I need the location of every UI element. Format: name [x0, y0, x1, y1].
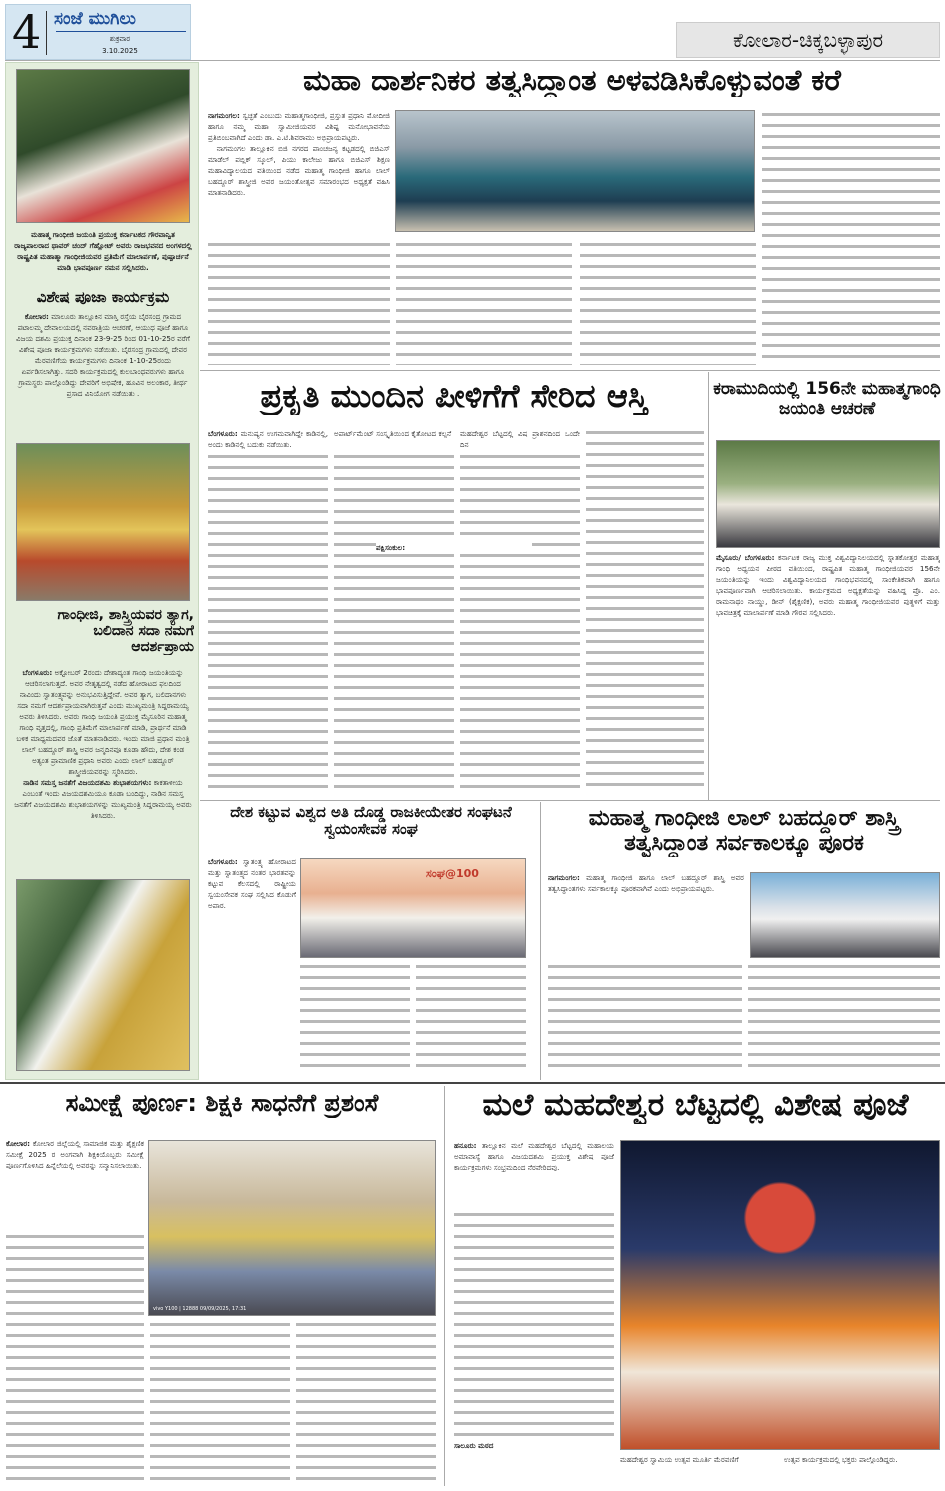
- story-body: ಬೆಂಗಳೂರು: ಅಕ್ಟೋಬರ್ 2ರಂದು ದೇಶಾದ್ಯಂತ ಗಾಂಧಿ ಜಯಂತಿಯನ್ನು ಆಚರಿಸಲಾಗುತ್ತದೆ. ಅವರ ನೇತೃತ್ವದಲ್ಲಿ ನಡೆದ ಹೋರಾಟದ ಫಲದಿಂದ ನಾವಿಂದು ಸ್ವಾತಂತ್ರ್ಯವನ್ನು ಅನುಭವಿಸುತ್ತಿದ್ದೇವೆ. ಅವರ ತ್ಯಾಗ, ಬಲಿದಾನಗಳು ಸದಾ ನಮಗೆ ಆದರ್ಶಪ್ರಾಯವಾಗಿರುತ್ತವೆ ಎಂದು ಮುಖ್ಯಮಂತ್ರಿ ಸಿದ್ದರಾಮಯ್ಯ ಅವರು ತಿಳಿಸಿದರು. ಅವರು ಗಾಂಧಿ ಜಯಂತಿ ಪ್ರಯುಕ್ತ ಮೈಸೂರಿನ ಮಹಾತ್ಮ ಗಾಂಧಿ ವೃತ್ತದಲ್ಲಿ, ಗಾಂಧಿ ಪ್ರತಿಮೆಗೆ ಮಾಲಾರ್ಪಣೆ ಮಾಡಿ, ಪ್ರಾರ್ಥನೆ ಮಾಡಿ ಬಳಿಕ ಮಾಧ್ಯಮದವರ ಜೊತೆ ಮಾತನಾಡಿದರು. ಇಂದು ಮಾಜಿ ಪ್ರಧಾನ ಮಂತ್ರಿ ಲಾಲ್ ಬಹದ್ದೂರ್ ಶಾಸ್ತ್ರಿ ಅವರ ಜನ್ಮದಿನವೂ ಕೂಡಾ ಹೌದು, ದೇಶ ಕಂಡ ಅತ್ಯಂತ ಪ್ರಾಮಾಣಿಕ ಪ್ರಧಾನಿ ಅವರು ಎಂದು ಲಾಲ್ ಬಹದ್ದೂರ್ ಶಾಸ್ತ್ರೀಜಿಯವರನ್ನು ಸ್ಮರಿಸಿದರು. ನಾಡಿನ ಸಮಸ್ತ ಜನತೆಗೆ ವಿಜಯದಶಮಿ ಶುಭಾಶಯಗಳು: ಕಾಕತಾಳೀಯ ಎಂಬಂತೆ ಇಂದು ವಿಜಯದಶಮಿಯೂ ಕೂಡಾ ಬಂದಿದ್ದು, ನಾಡಿನ ಸಮಸ್ತ ಜನತೆಗೆ ವಿಜಯದಶಮಿ ಶುಭಾಶಯಗಳನ್ನು ಮುಖ್ಯಮಂತ್ರಿ ಸಿದ್ದರಾಮಯ್ಯ ಅವರು ತಿಳಿಸಿದರು.: [14, 668, 192, 820]
- gandhi-jayanti-photo: [716, 440, 940, 548]
- photo-caption-right: ಉತ್ಸವ ಕಾರ್ಯಕ್ರಮದಲ್ಲಿ ಭಕ್ತರು ಪಾಲ್ಗೊಂಡಿದ್ದರು.: [784, 1455, 898, 1464]
- photo-caption-left: ಮಹದೇಶ್ವರ ಸ್ವಾಮಿಯ ಉತ್ಸವ ಮೂರ್ತಿ ಮೆರವಣಿಗೆ: [620, 1455, 739, 1464]
- karamuddi-body: ಮೈಸೂರು/ ಬೆಂಗಳೂರು: ಕರ್ನಾಟಕ ರಾಜ್ಯ ಮುಕ್ತ ವಿಶ್ವವಿದ್ಯಾನಿಲಯದಲ್ಲಿ ಸ್ನಾತಕೋತ್ತರ ಮಹಾತ್ಮ ಗಾಂಧಿ ಅಧ್ಯಯನ ಪೀಠದ ವತಿಯಿಂದ, ರಾಷ್ಟ್ರಪಿತ ಮಹಾತ್ಮ ಗಾಂಧೀಜಿಯವರ 156ನೇ ಜಯಂತಿಯನ್ನು ಇಂದು ವಿಶ್ವವಿದ್ಯಾನಿಲಯದ ಗಾಂಧಿಭವನದಲ್ಲಿ ಸಾಂಕೇತಿಕವಾಗಿ ಹಾಗೂ ಭಾವಪೂರ್ಣವಾಗಿ ಆಚರಿಸಲಾಯಿತು. ಕಾರ್ಯಕ್ರಮದ ಅಧ್ಯಕ್ಷತೆಯನ್ನು ವಹಿಸಿದ್ದ ಪ್ರೊ. ಎಂ. ರಾಮನಾಥಂ ನಾಯ್ಡು, ಡೀನ್ (ಶೈಕ್ಷಣಿಕ), ಅವರು ಮಹಾತ್ಮ ಗಾಂಧೀಜಿಯವರ ಪುತ್ಥಳಿಗೆ ಮತ್ತು ಭಾವಚಿತ್ರಕ್ಕೆ ಮಾಲಾರ್ಪಣೆ ಮಾಡಿ ಗೌರವ ಸಲ್ಲಿಸಿದರು.: [716, 553, 940, 617]
- photo-timestamp: vivo Y100 | 12888 09/09/2025, 17:31: [153, 1306, 247, 1312]
- survey-headline: ಸಮೀಕ್ಷೆ ಪೂರ್ಣ: ಶಿಕ್ಷಕಿ ಸಾಧನೆಗೆ ಪ್ರಶಂಸೆ: [65, 1090, 379, 1117]
- weekday: ಶುಕ್ರವಾರ: [109, 35, 131, 43]
- story-headline: ಗಾಂಧೀಜಿ, ಶಾಸ್ತ್ರಿಯವರ ತ್ಯಾಗ, ಬಲಿದಾನ ಸದಾ ನಮಗೆ ಆದರ್ಶಪ್ರಾಯ: [57, 607, 194, 656]
- nature-lead: ಬೆಂಗಳೂರು: ಮನುಷ್ಯನ ಉಗಮವಾಗಿದ್ದೇ ಕಾಡಿನಲ್ಲಿ, ಅಂದು ಕಾಡಿನಲ್ಲಿ ಬದುಕು ನಡೆಯಿತು.: [208, 429, 328, 449]
- photo-caption: ಮಹಾತ್ಮ ಗಾಂಧೀಜಿ ಜಯಂತಿ ಪ್ರಯುಕ್ತ ಕರ್ನಾಟಕದ ಗೌರವಾನ್ವಿತ ರಾಜ್ಯಪಾಲರಾದ ಥಾವರ್ ಚಂದ್ ಗೆಹ್ಲೋಟ್ ಅವರು ರಾಜಭವನದ ಅಂಗಳದಲ್ಲಿ ರಾಷ್ಟ್ರಪಿತ ಮಹಾತ್ಮಾ ಗಾಂಧೀಜಿಯವರ ಪ್ರತಿಮೆಗೆ ಮಾಲಾರ್ಪಣೆ, ಪುಷ್ಪಾರ್ಚನೆ ಮಾಡಿ ಭಾವಪೂರ್ಣ ನಮನ ಸಲ್ಲಿಸಿದರು.: [14, 230, 192, 272]
- masthead: [5, 4, 191, 60]
- rss-body: ಬೆಂಗಳೂರು: ಸ್ವಾತಂತ್ರ್ಯ ಹೋರಾಟದ ಮತ್ತು ಸ್ವಾತಂತ್ರ್ಯದ ನಂತರ ಭಾರತವನ್ನು ಕಟ್ಟುವ ಕೆಲಸದಲ್ಲಿ ರಾಷ್ಟ್ರೀಯ ಸ್ವಯಂಸೇವಕ ಸಂಘ ಸಲ್ಲಿಸಿದ ಕೊಡುಗೆ ಅಪಾರ.: [208, 857, 296, 910]
- story-body: ಕೋಲಾರ: ಮಾಲೂರು ತಾಲ್ಲೂಕಿನ ಮಾಸ್ತಿ ರಸ್ತೆಯ ಬೈರಸಂದ್ರ ಗ್ರಾಮದ ಪಟಾಲಮ್ಮ ದೇವಾಲಯದಲ್ಲಿ ನವರಾತ್ರಿಯ ಆಚರಣೆ, ಆಯುಧ ಪೂಜೆ ಹಾಗೂ ವಿಜಯ ದಶಮಿ ಪ್ರಯುಕ್ತ ದಿನಾಂಕ 23-9-25 ರಿಂದ 01-10-25ರ ವರೆಗೆ ವಿಶೇಷ ಪೂಜಾ ಕಾರ್ಯಕ್ರಮಗಳು ನಡೆಯಿತು. ಬೈರಸಂದ್ರ ಗ್ರಾಮದಲ್ಲಿ ದೇವರ ಮೆರವಣಿಗೆಯ ಕಾರ್ಯಕ್ರಮಗಳು ದಿನಾಂಕ 1-10-25ರಂದು ಏರ್ಪಡಿಸಲಾಗಿತ್ತು. ಸದರಿ ಕಾರ್ಯಕ್ರಮದಲ್ಲಿ ಕುಲಬಾಂಧವರುಗಳು ಹಾಗೂ ಗ್ರಾಮಸ್ಥರು ಪಾಲ್ಗೊಂಡಿದ್ದು ದೇವರಿಗೆ ಅಭಿಷೇಕ, ಹೂವಿನ ಅಲಂಕಾರ, ತೀರ್ಥ ಪ್ರಸಾದ ವಿನಿಯೋಗ ನಡೆಯಿತು .: [16, 312, 190, 398]
- rss-headline: ದೇಶ ಕಟ್ಟುವ ವಿಶ್ವದ ಅತಿ ದೊಡ್ಡ ರಾಜಕೀಯೇತರ ಸಂಘಟನೆ ಸ್ವಯಂಸೇವಕ ಸಂಘ: [230, 804, 512, 839]
- lead-body-continued: [580, 240, 756, 365]
- shastri-headline: ಮಹಾತ್ಮ ಗಾಂಧೀಜಿ ಲಾಲ್ ಬಹದ್ದೂರ್ ಶಾಸ್ತ್ರಿ ತತ್ವಸಿದ್ಧಾಂತ ಸರ್ವಕಾಲಕ್ಕೂ ಪೂರಕ: [588, 806, 900, 857]
- shastri-body: ನಾಗಮಂಗಲ: ಮಹಾತ್ಮ ಗಾಂಧೀಜಿ ಹಾಗೂ ಲಾಲ್ ಬಹದ್ದೂರ್ ಶಾಸ್ತ್ರಿ ಅವರ ತತ್ವಸಿದ್ಧಾಂತಗಳು ಸರ್ವಕಾಲಕ್ಕೂ ಪೂರಕವಾಗಿವೆ ಎಂದು ಅಭಿಪ್ರಾಯಪಟ್ಟರು.: [548, 873, 744, 893]
- mm-hills-body: ಹನೂರು: ತಾಲ್ಲೂಕಿನ ಮಲೆ ಮಹದೇಶ್ವರ ಬೆಟ್ಟದಲ್ಲಿ ಮಹಾಲಯ ಅಮಾವಾಸ್ಯೆ ಹಾಗೂ ವಿಜಯದಶಮಿ ಪ್ರಯುಕ್ತ ವಿಶೇಷ ಪೂಜೆ ಕಾರ್ಯಕ್ರಮಗಳು ಸಂಭ್ರಮದಿಂದ ನೆರವೇರಿದವು.: [454, 1141, 614, 1172]
- nature-col3-text: ಮಹದೇಶ್ವರ ಬೆಟ್ಟದಲ್ಲಿ ವಿಷ ಪ್ರಾಶನದಿಂದ ಒಂದೇ ದಿನ: [460, 429, 580, 449]
- karamuddi-headline: ಕರಾಮುದಿಯಲ್ಲಿ 156ನೇ ಮಹಾತ್ಮಗಾಂಧಿ ಜಯಂತಿ ಆಚರಣೆ: [713, 380, 941, 419]
- temple-festival-photo: [620, 1140, 940, 1450]
- cm-gandhi-statue-photo: [16, 879, 190, 1071]
- rss-event-photo: [300, 858, 526, 958]
- paper-logo: ಸಂಜೆ ಮುಗಿಲು: [54, 9, 136, 29]
- story-headline: ವಿಶೇಷ ಪೂಜಾ ಕಾರ್ಯಕ್ರಮ: [36, 289, 170, 306]
- section-label: ಕೋಲಾರ-ಚಿಕ್ಕಬಳ್ಳಾಪುರ: [676, 22, 940, 58]
- mm-hills-subhead: ಸಾಲೂರು ಮಠದ: [454, 1441, 494, 1450]
- lead-body-continued: [208, 240, 390, 365]
- governor-tribute-photo: [16, 69, 190, 223]
- teacher-felicitation-photo: [148, 1140, 436, 1316]
- shastri-event-photo: [750, 872, 940, 958]
- lead-headline: ಮಹಾ ದಾರ್ಶನಿಕರ ತತ್ವಸಿದ್ಧಾಂತ ಅಳವಡಿಸಿಕೊಳ್ಳುವಂತೆ ಕರೆ: [303, 64, 841, 97]
- sidebar: [5, 62, 199, 1080]
- sangha-100-banner: ಸಂಘ@100: [426, 867, 479, 880]
- survey-body: ಕೋಲಾರ: ಕೋಲಾರ ಜಿಲ್ಲೆಯಲ್ಲಿ ಸಾಮಾಜಿಕ ಮತ್ತು ಶೈಕ್ಷಣಿಕ ಸಮೀಕ್ಷೆ 2025 ರ ಅಂಗವಾಗಿ ಶಿಕ್ಷಕಿಯೊಬ್ಬರು ಸಮೀಕ್ಷೆ ಪೂರ್ಣಗೊಳಿಸಿದ ಹಿನ್ನೆಲೆಯಲ್ಲಿ ಅವರನ್ನು ಸನ್ಮಾನಿಸಲಾಯಿತು.: [6, 1139, 144, 1170]
- mm-hills-headline: ಮಲೆ ಮಹದೇಶ್ವರ ಬೆಟ್ಟದಲ್ಲಿ ವಿಶೇಷ ಪೂಜೆ: [482, 1088, 909, 1123]
- temple-procession-photo: [16, 443, 190, 601]
- lead-body: ನಾಗಮಂಗಲ: ಸ್ವಚ್ಛತೆ ಎಂಬುದು ಮಹಾತ್ಮಗಾಂಧೀಜಿ, ಪ್ರಸ್ತುತ ಪ್ರಧಾನಿ ಮೋದೀಜಿ ಹಾಗೂ ನಮ್ಮ ಮಹಾ ಸ್ವಾಮೀಜಿಯವರ ವಿಶಿಷ್ಟ ಮನೋಭಾವನೆಯ ಪ್ರತಿಬಿಂಬವಾಗಿದೆ ಎಂದು ಡಾ. ಎ.ಟಿ.ಶಿವರಾಮು ಅಭಿಪ್ರಾಯಪಟ್ಟರು. ನಾಗಮಂಗಲ ತಾಲ್ಲೂಕಿನ ಬಿಜಿ ನಗರದ ಪಾಂಚಜನ್ಯ ಕಟ್ಟಡದಲ್ಲಿ ಬಿಜಿಎಸ್ ಮಾಡೆಲ್ ಪಬ್ಲಿಕ್ ಸ್ಕೂಲ್, ಪಿಯು ಕಾಲೇಜು ಹಾಗೂ ಬಿಜಿಎಸ್ ಶಿಕ್ಷಣ ಮಹಾವಿದ್ಯಾಲಯದ ವತಿಯಿಂದ ನಡೆದ ಮಹಾತ್ಮ ಗಾಂಧೀಜಿ ಹಾಗೂ ಲಾಲ್ ಬಹದ್ದೂರ್ ಶಾಸ್ತ್ರೀಜಿ ಅವರ ಜಯಂತೋತ್ಸವ ಸಮಾರಂಭದ ಅಧ್ಯಕ್ಷತೆ ವಹಿಸಿ ಮಾತನಾಡಿದರು.: [208, 111, 390, 197]
- nature-subhead: ಪಕ್ಷಿಸಂಕುಲ:: [376, 542, 532, 554]
- lead-body-continued: [396, 240, 572, 365]
- students-group-photo: [395, 110, 755, 232]
- page-number: 4: [12, 5, 42, 59]
- nature-headline: ಪ್ರಕೃತಿ ಮುಂದಿನ ಪೀಳಿಗೆಗೆ ಸೇರಿದ ಆಸ್ತಿ: [260, 378, 648, 415]
- lead-body-continued: [762, 110, 940, 365]
- issue-date: 3.10.2025: [102, 47, 138, 55]
- nature-col2-text: ಅಪಾರ್ಟ್‌ಮೆಂಟ್ ಸಂಸ್ಕೃತಿಯಿಂದ ಕೈತೋಟದ ಕಲ್ಪನೆ: [334, 429, 452, 438]
